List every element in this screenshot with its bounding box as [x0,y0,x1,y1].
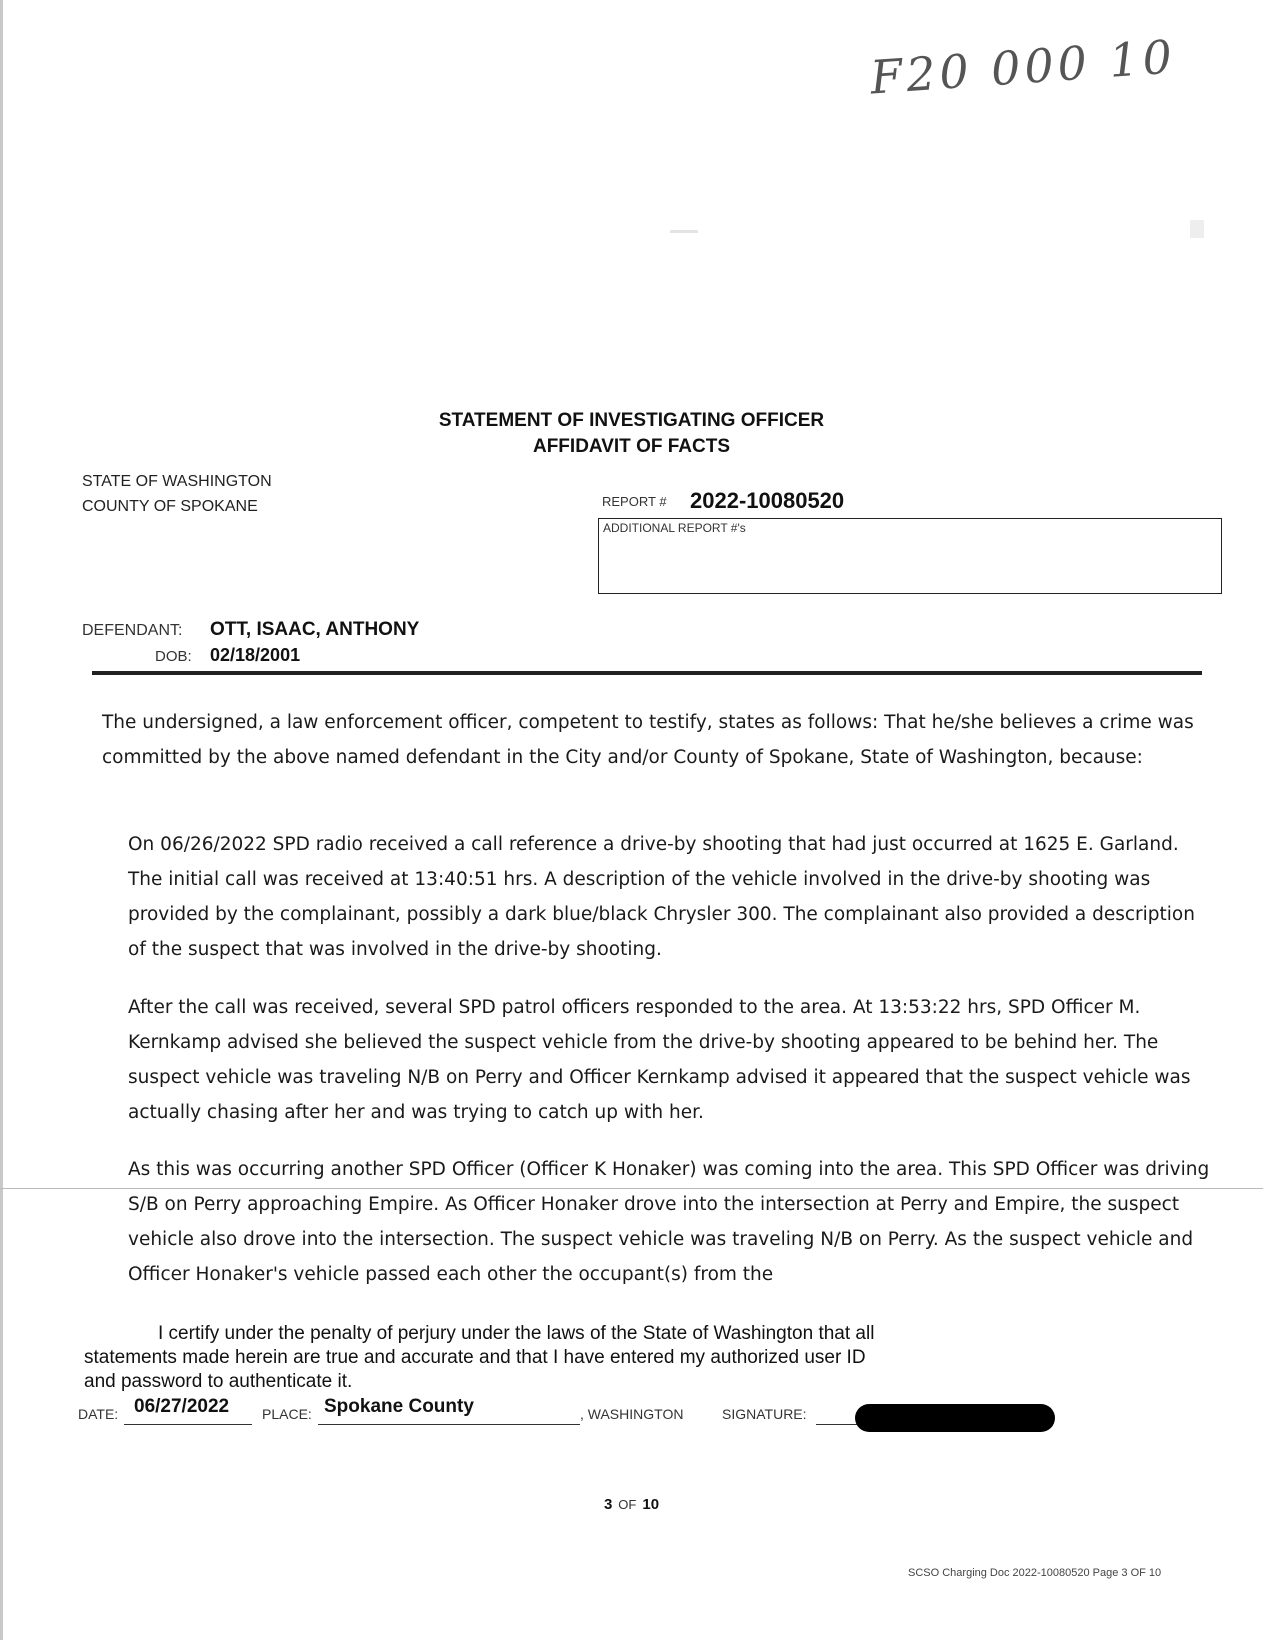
place-value: Spokane County [324,1396,474,1417]
signature-label: SIGNATURE: [722,1406,807,1422]
defendant-name: OTT, ISAAC, ANTHONY [210,619,420,640]
page-number [0,1496,1263,1513]
washington-label: , WASHINGTON [580,1406,684,1422]
defendant-label: DEFENDANT: [82,622,183,639]
county-label: COUNTY OF SPOKANE [82,498,258,515]
header-divider [92,671,1202,675]
report-number-label: REPORT # [602,494,667,509]
report-number: 2022-10080520 [690,488,845,513]
place-field [318,1396,580,1425]
page-current: 3 [603,1496,613,1513]
place-label: PLACE: [262,1406,312,1422]
certification-line-1: I certify under the penalty of perjury under the laws of the State of Washington that all [158,1323,875,1344]
affidavit-intro: The undersigned, a law enforcement officer, competent to testify, states as follows: That he/she believes a crime was committed by the above named defendant in the City and/or County of Spokane, State of Washington, because: [102,712,1194,768]
redacted-signature [855,1404,1055,1432]
page-of-label: OF [618,1497,637,1512]
document-footer: SCSO Charging Doc 2022-10080520 Page 3 OF 10 [908,1567,1162,1579]
statement-paragraph-3: As this was occurring another SPD Officer (Officer K Honaker) was coming into the area. This SPD Officer was driving S/B on Perry approaching Empire. As Officer Honaker drove into the intersection at Perry and Empire, the suspect vehicle also drove into the intersection. The suspect vehicle was traveling N/B on Perry. As the suspect vehicle and Officer Honaker's vehicle passed each other the occupant(s) from the [128,1159,1210,1285]
scan-fold-line [0,1188,1263,1189]
certification-line-3: and password to authenticate it. [84,1371,353,1392]
page-total: 10 [642,1496,660,1513]
document-subtitle: AFFIDAVIT OF FACTS [532,436,731,457]
statement-paragraph-1: On 06/26/2022 SPD radio received a call reference a drive-by shooting that had just occurred at 1625 E. Garland. The initial call was received at 13:40:51 hrs. A description of the vehicle involved in the drive-by shooting was provided by the complainant, possibly a dark blue/black Chrysler 300. The complainant also provided a description of the suspect that was involved in the drive-by shooting. [128,834,1195,960]
handwritten-file-number: F20 000 10 [868,29,1178,105]
scan-speck [670,230,698,233]
dob-label: DOB: [155,648,192,665]
date-field [124,1396,252,1425]
document-title: STATEMENT OF INVESTIGATING OFFICER [438,410,825,431]
state-label: STATE OF WASHINGTON [82,473,272,490]
date-value: 06/27/2022 [134,1396,230,1417]
date-label: DATE: [78,1406,119,1422]
additional-reports-label: ADDITIONAL REPORT #'s [603,521,746,535]
certification-block [84,1322,1064,1394]
scan-speck [1190,220,1204,238]
certification-line-2: statements made herein are true and accurate and that I have entered my authorized user ID [84,1347,866,1368]
scan-edge [0,0,3,1640]
additional-reports-box [598,518,1222,594]
statement-paragraph-2: After the call was received, several SPD patrol officers responded to the area. At 13:53:22 hrs, SPD Officer M. Kernkamp advised she believed the suspect vehicle from the drive-by shooting appeared to be behind her. The suspect vehicle was traveling N/B on Perry and Officer Kernkamp advised it appeared that the suspect vehicle was actually chasing after her and was trying to catch up with her. [128,997,1191,1123]
dob-value: 02/18/2001 [210,645,301,665]
